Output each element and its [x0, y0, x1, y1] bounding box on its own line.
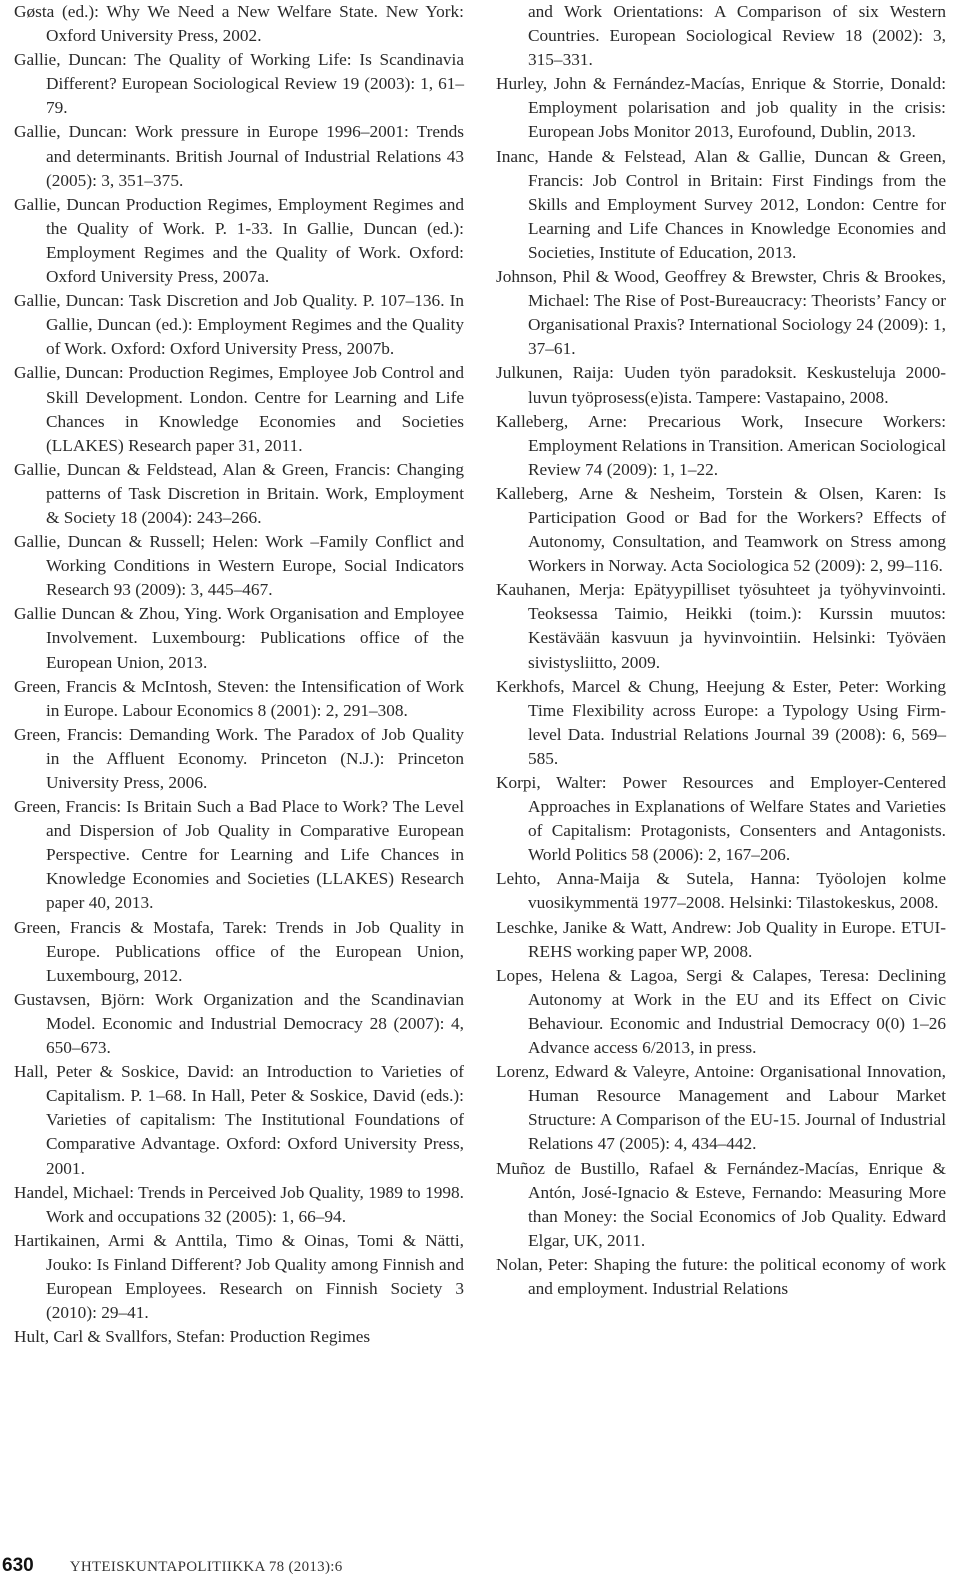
reference-entry: Lehto, Anna-Maija & Sutela, Hanna: Työolojen kolme vuosikymmentä 1977–2008. Helsinki: Tilastokeskus, 2008. — [496, 869, 946, 913]
reference-entry: Hartikainen, Armi & Anttila, Timo & Oinas, Tomi & Nätti, Jouko: Is Finland Different? Job Quality among Finnish and European Employees. Research on Finnish Society 3 (2010): 29–41. — [14, 1230, 464, 1323]
reference-entry: Green, Francis & Mostafa, Tarek: Trends in Job Quality in Europe. Publications office of the European Union, Luxembourg, 2012. — [14, 917, 464, 985]
reference-entry: Hult, Carl & Svallfors, Stefan: Production Regimes — [14, 1327, 371, 1347]
reference-entry: Gallie, Duncan: Work pressure in Europe 1996–2001: Trends and determinants. British Journal of Industrial Relations 43 (2005): 3, 351–375. — [14, 122, 464, 190]
reference-entry: Gallie, Duncan: Task Discretion and Job Quality. P. 107–136. In Gallie, Duncan (ed.): Employment Regimes and the Quality of Work. Oxford: Oxford University Press, 2007b. — [14, 291, 464, 359]
reference-entry: and Work Orientations: A Comparison of six Western Countries. European Sociological Review 18 (2002): 3, 315–331. — [528, 2, 946, 70]
reference-entry: Hall, Peter & Soskice, David: an Introduction to Varieties of Capitalism. P. 1–68. In Hall, Peter & Soskice, David (eds.): Varieties of capitalism: The Institutional Foundations of Comparative Advantage. Oxford: Oxford University Press, 2001. — [14, 1062, 464, 1178]
right-column — [496, 0, 946, 1301]
reference-entry: Kerkhofs, Marcel & Chung, Heejung & Ester, Peter: Working Time Flexibility across Europe: a Typology Using Firm-level Data. Industrial Relations Journal 39 (2008): 6, 569–585. — [496, 676, 946, 768]
reference-entry: Inanc, Hande & Felstead, Alan & Gallie, Duncan & Green, Francis: Job Control in Britain: First Findings from the Skills and Employment Survey 2012, London: Centre for Learning and Life Chances in Knowledge Economies and Societies, Institute of Education, 2013. — [496, 146, 946, 262]
reference-entry: Kalleberg, Arne: Precarious Work, Insecure Workers: Employment Relations in Transition. American Sociological Review 74 (2009): 1, 1–22. — [496, 411, 946, 479]
reference-entry: Kalleberg, Arne & Nesheim, Torstein & Olsen, Karen: Is Participation Good or Bad for the Workers? Effects of Autonomy, Consultation, and Teamwork on Stress among Workers in Norway. Acta Sociologica 52 (2009): 2, 99–116. — [496, 483, 946, 576]
reference-entry: Handel, Michael: Trends in Perceived Job Quality, 1989 to 1998. Work and occupations 32 (2005): 1, 66–94. — [14, 1182, 464, 1226]
reference-entry: Julkunen, Raija: Uuden työn paradoksit. Keskusteluja 2000-luvun työprosess(e)ista. Tampere: Vastapaino, 2008. — [496, 363, 946, 407]
reference-entry: Green, Francis & McIntosh, Steven: the Intensification of Work in Europe. Labour Economics 8 (2001): 2, 291–308. — [14, 676, 464, 720]
reference-entry: Gallie, Duncan & Russell; Helen: Work –Family Conflict and Working Conditions in Western Europe, Social Indicators Research 93 (2009): 3, 445–467. — [14, 532, 464, 600]
reference-entry: Lorenz, Edward & Valeyre, Antoine: Organisational Innovation, Human Resource Management and Labour Market Structure: A Comparison of the EU-15. Journal of Industrial Relations 47 (2005): 4, 434–442. — [496, 1062, 946, 1154]
reference-entry: Gøsta (ed.): Why We Need a New Welfare State. New York: Oxford University Press, 2002. — [14, 2, 464, 46]
reference-entry: Gustavsen, Björn: Work Organization and the Scandinavian Model. Economic and Industrial Democracy 28 (2007): 4, 650–673. — [14, 989, 464, 1058]
reference-entry: Gallie, Duncan & Feldstead, Alan & Green, Francis: Changing patterns of Task Discretion in Britain. Work, Employment & Society 18 (2004): 243–266. — [14, 459, 464, 527]
reference-entry: Lopes, Helena & Lagoa, Sergi & Calapes, Teresa: Declining Autonomy at Work in the EU and its Effect on Civic Behaviour. Economic and Industrial Democracy 0(0) 1–26 Advance access 6/2013, in press. — [496, 965, 946, 1058]
reference-entry: Johnson, Phil & Wood, Geoffrey & Brewster, Chris & Brookes, Michael: The Rise of Post-Bureaucracy: Theorists’ Fancy or Organisational Praxis? International Sociology 24 (2009): 1, 37–61. — [496, 267, 946, 359]
reference-entry: Gallie, Duncan Production Regimes, Employment Regimes and the Quality of Work. P. 1-33. In Gallie, Duncan (ed.): Employment Regimes and the Quality of Work. Oxford: Oxford University Press, 2007a. — [14, 194, 464, 287]
page-footer — [0, 1555, 960, 1585]
reference-entry: Kauhanen, Merja: Epätyypilliset työsuhteet ja työhyvinvointi. Teoksessa Taimio, Heikki (toim.): Kurssin muutos: Kestävään kasvuun ja hyvinvointiin. Helsinki: Työväen sivistysliitto, 2009. — [496, 580, 946, 672]
reference-entry: Muñoz de Bustillo, Rafael & Fernández-Macías, Enrique & Antón, José-Ignacio & Esteve, Fernando: Measuring More than Money: the Social Economics of Job Quality. Edward Elgar, UK, 2011. — [496, 1158, 946, 1250]
left-column — [14, 0, 464, 1349]
reference-entry: Hurley, John & Fernández-Macías, Enrique & Storrie, Donald: Employment polarisation and job quality in the crisis: European Jobs Monitor 2013, Eurofound, Dublin, 2013. — [496, 74, 946, 142]
reference-entry: Nolan, Peter: Shaping the future: the political economy of work and employment. Industrial Relations — [496, 1254, 946, 1298]
reference-entry: Gallie, Duncan: The Quality of Working Life: Is Scandinavia Different? European Sociological Review 19 (2003): 1, 61–79. — [14, 50, 464, 118]
reference-entry: Gallie, Duncan: Production Regimes, Employee Job Control and Skill Development. London. Centre for Learning and Life Chances in Knowledge Economies and Societies (LLAKES) Research paper 31, 2011. — [14, 363, 464, 455]
page-number: 630 — [2, 1555, 34, 1576]
reference-entry: Gallie Duncan & Zhou, Ying. Work Organisation and Employee Involvement. Luxembourg: Publications office of the European Union, 2013. — [14, 604, 464, 672]
reference-entry: Leschke, Janike & Watt, Andrew: Job Quality in Europe. ETUI-REHS working paper WP, 2008. — [496, 917, 946, 961]
reference-entry: Korpi, Walter: Power Resources and Employer-Centered Approaches in Explanations of Welfare States and Varieties of Capitalism: Protagonists, Consenters and Antagonists. World Politics 58 (2006): 2, 167–206. — [496, 773, 946, 865]
reference-entry: Green, Francis: Is Britain Such a Bad Place to Work? The Level and Dispersion of Job Quality in Comparative European Perspective. Centre for Learning and Life Chances in Knowledge Economies and Societies (LLAKES) Research paper 40, 2013. — [14, 797, 464, 913]
reference-entry: Green, Francis: Demanding Work. The Paradox of Job Quality in the Affluent Economy. Princeton (N.J.): Princeton University Press, 2006. — [14, 724, 464, 792]
journal-name: YHTEISKUNTAPOLITIIKKA 78 (2013):6 — [69, 1559, 343, 1575]
